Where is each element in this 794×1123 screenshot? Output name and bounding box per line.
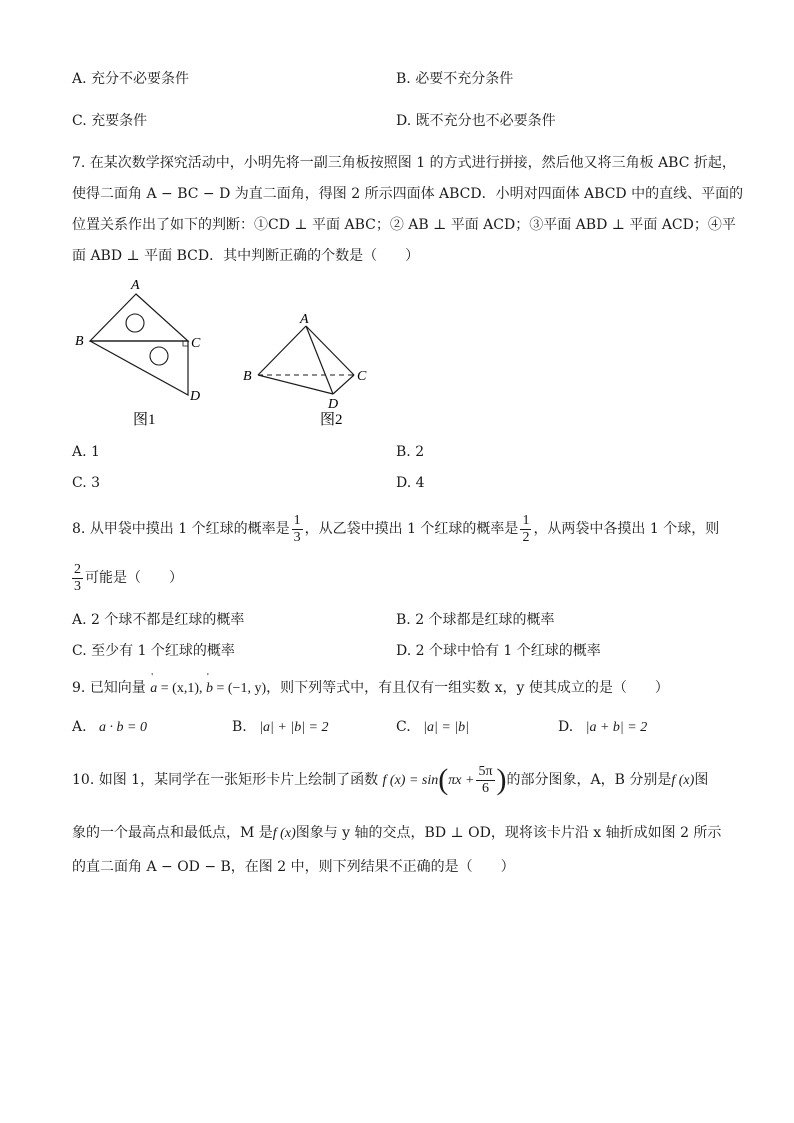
q8-text-1: 从甲袋中摸出 1 个红球的概率是 bbox=[89, 521, 290, 537]
edge-cd bbox=[333, 375, 354, 394]
q10-line-3: 的直二面角 A − OD − B，在图 2 中，则下列结果不正确的是（ ） bbox=[72, 859, 515, 875]
fig2-label-c: C bbox=[357, 369, 367, 384]
q9-option-d-label: D. bbox=[558, 719, 574, 735]
q9-option-c-label: C. bbox=[396, 719, 411, 735]
q10-fraction bbox=[476, 764, 494, 797]
q9-option-c bbox=[396, 719, 469, 736]
q10-fraction-den: 6 bbox=[481, 780, 489, 796]
q9-option-a-expr: a · b = 0 bbox=[99, 720, 147, 735]
triangle-hole-1 bbox=[126, 314, 144, 332]
q8-option-c: C. 至少有 1 个红球的概率 bbox=[72, 643, 235, 659]
q8-text-2: ，从乙袋中摸出 1 个红球的概率是 bbox=[304, 521, 519, 537]
fig2-label-d: D bbox=[328, 397, 339, 412]
q9-stem bbox=[72, 677, 669, 697]
q9-number: 9. bbox=[72, 680, 86, 696]
q8-fraction-1-den: 3 bbox=[293, 529, 301, 545]
fig1-label-c: C bbox=[191, 336, 201, 351]
q9-option-d bbox=[558, 719, 647, 736]
q8-option-d: D. 2 个球中恰有 1 个红球的概率 bbox=[396, 643, 601, 659]
q9-text-1: 已知向量 bbox=[89, 680, 146, 696]
right-angle-mark bbox=[183, 341, 188, 346]
q9-vector-b-value: = (−1, y) bbox=[213, 681, 267, 696]
q10-line-1 bbox=[72, 758, 708, 803]
q8-line-1 bbox=[72, 510, 719, 548]
q8-line-2 bbox=[72, 559, 183, 597]
q8-fraction-2-num: 1 bbox=[522, 512, 530, 528]
q8-fraction-3-num: 2 bbox=[74, 561, 81, 577]
q8-fraction-2-den: 2 bbox=[522, 529, 530, 545]
q10-fx-2: f (x) bbox=[272, 826, 296, 841]
triangle-hole-2 bbox=[150, 347, 168, 365]
q9-option-d-expr: |a + b| = 2 bbox=[585, 720, 648, 735]
q7-number: 7. bbox=[72, 155, 86, 171]
edge-ab bbox=[258, 326, 306, 375]
q8-fraction-2 bbox=[520, 513, 531, 546]
edge-bd bbox=[258, 375, 333, 394]
q7-figure-1 bbox=[70, 272, 220, 432]
q9-option-c-expr: |a| = |b| bbox=[423, 720, 469, 735]
q10-number: 10. bbox=[72, 772, 95, 788]
q10-right-paren: ) bbox=[496, 763, 507, 796]
q8-fraction-3-den: 3 bbox=[74, 578, 81, 594]
q10-function-lhs: f (x) = sin bbox=[382, 773, 439, 788]
q10-line-2 bbox=[72, 822, 721, 842]
q7-option-b: B. 2 bbox=[396, 444, 425, 460]
q8-text-4: 可能是（ ） bbox=[85, 570, 183, 586]
q10-text-4: 象的一个最高点和最低点，M 是 bbox=[72, 825, 273, 841]
q8-option-b: B. 2 个球都是红球的概率 bbox=[396, 612, 555, 628]
fig2-label-a: A bbox=[300, 312, 309, 327]
q10-function-arg: πx + bbox=[448, 773, 475, 788]
q10-text-1: 如图 1，某同学在一张矩形卡片上绘制了函数 bbox=[98, 772, 379, 788]
q9-text-2: ，则下列等式中，有且仅有一组实数 x，y 使其成立的是（ ） bbox=[266, 680, 669, 696]
fig1-label-b: B bbox=[75, 334, 84, 349]
q7-line-2: 使得二面角 A − BC − D 为直二面角，得图 2 所示四面体 ABCD．小明对四面体 ABCD 中的直线、平面的 bbox=[72, 186, 744, 202]
edge-ac bbox=[306, 326, 354, 375]
q10-text-3: 图 bbox=[694, 772, 709, 788]
triangle-bcd bbox=[90, 341, 188, 395]
q7-option-c: C. 3 bbox=[72, 475, 101, 491]
edge-ad bbox=[306, 326, 333, 394]
fig1-label-a: A bbox=[131, 278, 140, 293]
q10-text-5: 图象与 y 轴的交点，BD ⊥ OD，现将该卡片沿 x 轴折成如图 2 所示 bbox=[295, 825, 722, 841]
q7-option-d: D. 4 bbox=[396, 475, 425, 491]
triangle-abc bbox=[90, 294, 188, 341]
q8-text-3: ，从两袋中各摸出 1 个球，则 bbox=[533, 521, 720, 537]
q9-vector-b: ' b bbox=[206, 681, 213, 697]
q8-fraction-1-num: 1 bbox=[293, 512, 301, 528]
q9-vector-a-value: = (x,1), bbox=[157, 681, 206, 696]
q10-fx-1: f (x) bbox=[671, 773, 695, 788]
q7-line-3: 位置关系作出了如下的判断：①CD ⊥ 平面 ABC；② AB ⊥ 平面 ACD；③平面 ABD ⊥ 平面 ACD；④平 bbox=[72, 217, 736, 233]
fig2-label-b: B bbox=[243, 369, 252, 384]
q9-option-b-label: B. bbox=[232, 719, 247, 735]
q10-fraction-num: 5π bbox=[478, 763, 493, 779]
q6-option-b: B. 必要不充分条件 bbox=[396, 71, 514, 87]
q7-text-1: 在某次数学探究活动中，小明先将一副三角板按照图 1 的方式进行拼接，然后他又将三角板 ABC 折起， bbox=[89, 155, 736, 171]
q8-number: 8. bbox=[72, 521, 86, 537]
q8-fraction-3 bbox=[72, 562, 83, 595]
q6-option-a: A. 充分不必要条件 bbox=[72, 71, 190, 87]
q10-text-2: 的部分图象，A，B 分别是 bbox=[506, 772, 672, 788]
q7-line-1 bbox=[72, 152, 736, 172]
q6-option-d: D. 既不充分也不必要条件 bbox=[396, 113, 556, 129]
q6-option-c: C. 充要条件 bbox=[72, 113, 148, 129]
q9-vector-a: ' a bbox=[150, 681, 157, 697]
q10-left-paren: ( bbox=[438, 763, 449, 796]
q7-option-a: A. 1 bbox=[72, 444, 100, 460]
q9-option-b bbox=[232, 719, 329, 736]
q9-option-a-label: A. bbox=[72, 719, 87, 735]
q9-option-a bbox=[72, 719, 147, 736]
fig1-caption: 图1 bbox=[133, 412, 156, 428]
q9-option-b-expr: |a| + |b| = 2 bbox=[259, 720, 329, 735]
q7-figure-2 bbox=[240, 306, 380, 432]
q7-line-4: 面 ABD ⊥ 平面 BCD．其中判断正确的个数是（ ） bbox=[72, 248, 420, 264]
fig1-label-d: D bbox=[190, 389, 201, 404]
fig2-caption: 图2 bbox=[320, 412, 343, 428]
q8-option-a: A. 2 个球不都是红球的概率 bbox=[72, 612, 245, 628]
q8-fraction-1 bbox=[292, 513, 303, 546]
